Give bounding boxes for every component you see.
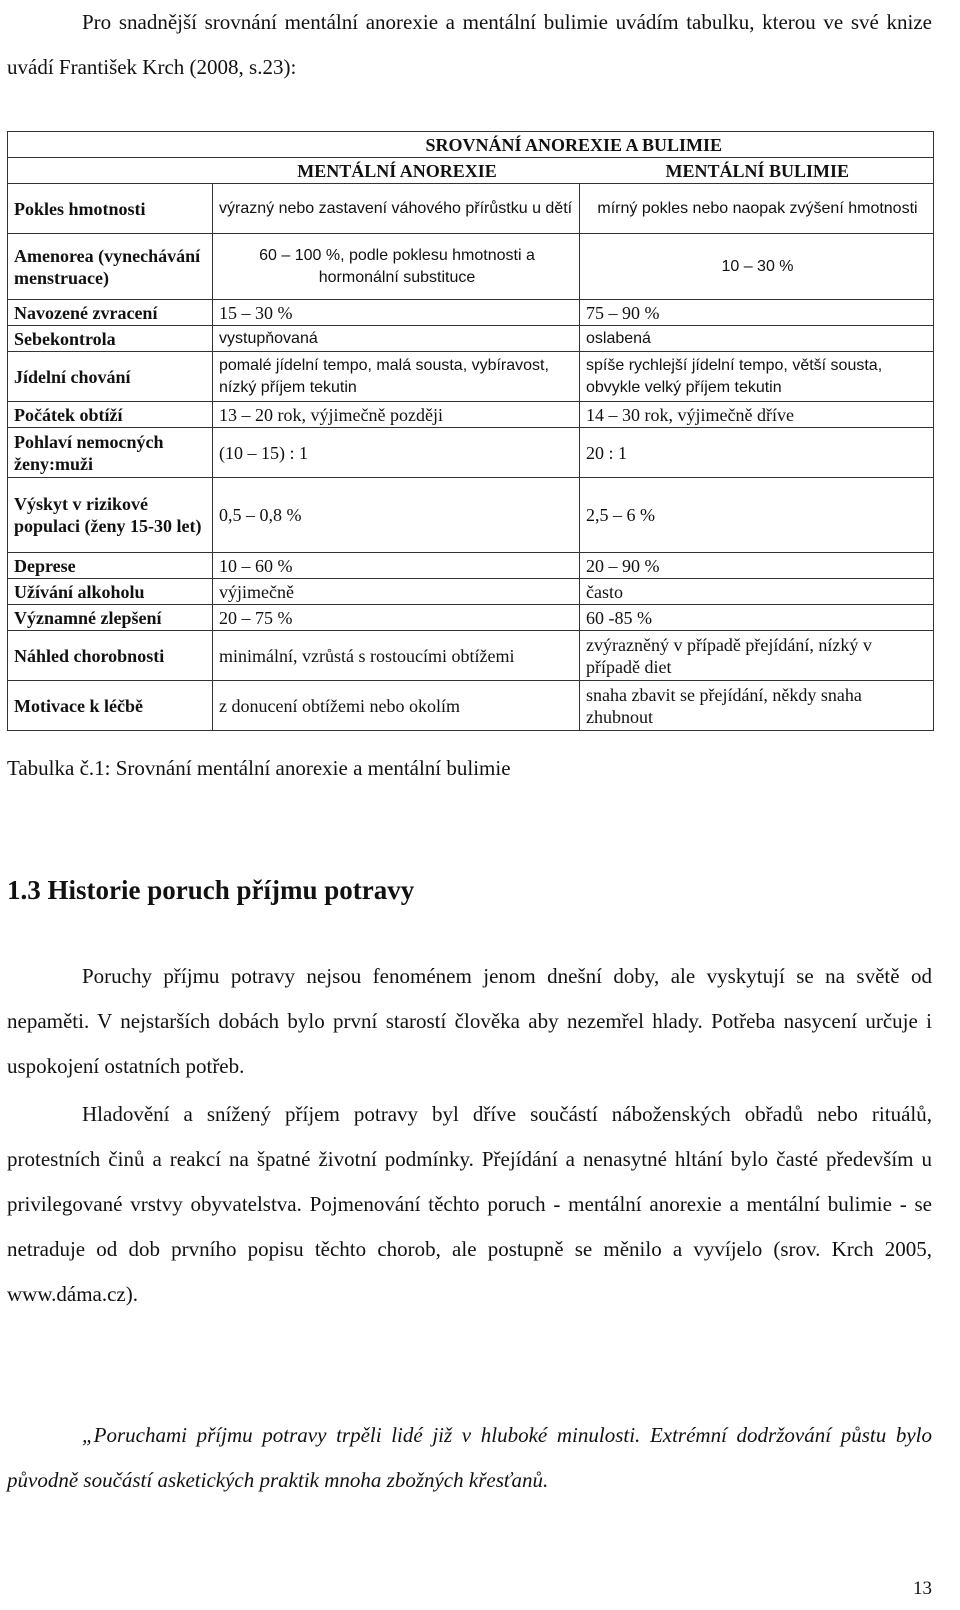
row-label: Náhled chorobnosti: [8, 631, 213, 681]
cell-bulimie: 60 -85 %: [580, 605, 934, 631]
body-paragraph-2: Hladovění a snížený příjem potravy byl dříve součástí náboženských obřadů nebo rituálů, protestních činů a reakcí na špatné životní podmínky. Přejídání a nenasytné hltání bylo časté především u privilegované vrstvy obyvatelstva. Pojmenování těchto poruch - mentální anorexie a mentální bulimie - se netraduje od dob prvního popisu těchto chorob, ale postupně se měnilo a vyvíjelo (srov. Krch 2005, www.dáma.cz).: [7, 1102, 932, 1306]
table-row: [8, 631, 934, 681]
quote-paragraph: „Poruchami příjmu potravy trpěli lidé již v hluboké minulosti. Extrémní dodržování půstu bylo původně součástí asketických praktik mnoha zbožných křesťanů.: [7, 1423, 932, 1492]
cell-bulimie: často: [580, 579, 934, 605]
table-row: [8, 326, 934, 352]
column-header-bulimie: MENTÁLNÍ BULIMIE: [580, 158, 934, 184]
table-row: [8, 402, 934, 428]
row-label: Motivace k léčbě: [8, 681, 213, 731]
cell-anorexie: pomalé jídelní tempo, malá sousta, vybíravost, nízký příjem tekutin: [213, 352, 580, 402]
row-label: Významné zlepšení: [8, 605, 213, 631]
cell-bulimie: 2,5 – 6 %: [580, 478, 934, 553]
comparison-table: [7, 131, 934, 731]
table-row: [8, 478, 934, 553]
table-caption: Tabulka č.1: Srovnání mentální anorexie a mentální bulimie: [7, 756, 511, 780]
row-label: Deprese: [8, 553, 213, 579]
row-label: Pokles hmotnosti: [8, 184, 213, 234]
cell-anorexie: 60 – 100 %, podle poklesu hmotnosti a hormonální substituce: [213, 234, 580, 300]
row-label: Užívání alkoholu: [8, 579, 213, 605]
row-label: Výskyt v rizikové populaci (ženy 15-30 let): [8, 478, 213, 553]
cell-bulimie: 75 – 90 %: [580, 300, 934, 326]
cell-anorexie: 10 – 60 %: [213, 553, 580, 579]
cell-anorexie: 13 – 20 rok, výjimečně později: [213, 402, 580, 428]
table-row: [8, 428, 934, 478]
cell-anorexie: (10 – 15) : 1: [213, 428, 580, 478]
cell-bulimie: oslabená: [580, 326, 934, 352]
cell-anorexie: výjimečně: [213, 579, 580, 605]
row-label: Počátek obtíží: [8, 402, 213, 428]
row-label: Pohlaví nemocných ženy:muži: [8, 428, 213, 478]
table-title-row: [8, 132, 934, 158]
intro-paragraph: Pro snadnější srovnání mentální anorexie a mentální bulimie uvádím tabulku, kterou ve své knize uvádí František Krch (2008, s.23):: [7, 10, 932, 79]
cell-bulimie: 14 – 30 rok, výjimečně dříve: [580, 402, 934, 428]
row-label: Sebekontrola: [8, 326, 213, 352]
table-row: [8, 681, 934, 731]
section-heading: 1.3 Historie poruch příjmu potravy: [7, 875, 415, 905]
table-row: [8, 184, 934, 234]
cell-bulimie: zvýrazněný v případě přejídání, nízký v případě diet: [580, 631, 934, 681]
row-label: Navozené zvracení: [8, 300, 213, 326]
cell-bulimie: 20 – 90 %: [580, 553, 934, 579]
cell-anorexie: z donucení obtížemi nebo okolím: [213, 681, 580, 731]
cell-anorexie: 15 – 30 %: [213, 300, 580, 326]
table-header-row: [8, 158, 934, 184]
table-row: [8, 553, 934, 579]
page-number: 13: [913, 1578, 932, 1599]
cell-anorexie: výrazný nebo zastavení váhového přírůstku u dětí: [213, 184, 580, 234]
table-row: [8, 234, 934, 300]
body-paragraph-1: Poruchy příjmu potravy nejsou fenoménem jenom dnešní doby, ale vyskytují se na světě od nepaměti. V nejstarších dobách bylo první starostí člověka aby nezemřel hlady. Potřeba nasycení určuje i uspokojení ostatních potřeb.: [7, 964, 932, 1078]
row-label: Jídelní chování: [8, 352, 213, 402]
table-row: [8, 605, 934, 631]
cell-bulimie: snaha zbavit se přejídání, někdy snaha zhubnout: [580, 681, 934, 731]
cell-bulimie: spíše rychlejší jídelní tempo, větší sousta, obvykle velký příjem tekutin: [580, 352, 934, 402]
cell-bulimie: 20 : 1: [580, 428, 934, 478]
column-header-anorexie: MENTÁLNÍ ANOREXIE: [213, 158, 580, 184]
table-row: [8, 300, 934, 326]
table-row: [8, 579, 934, 605]
table-row: [8, 352, 934, 402]
table-header-spacer: [8, 158, 213, 184]
cell-bulimie: mírný pokles nebo naopak zvýšení hmotnosti: [580, 184, 934, 234]
cell-anorexie: vystupňovaná: [213, 326, 580, 352]
table-title: SROVNÁNÍ ANOREXIE A BULIMIE: [213, 132, 934, 158]
row-label: Amenorea (vynechávání menstruace): [8, 234, 213, 300]
cell-bulimie: 10 – 30 %: [580, 234, 934, 300]
cell-anorexie: 20 – 75 %: [213, 605, 580, 631]
cell-anorexie: 0,5 – 0,8 %: [213, 478, 580, 553]
cell-anorexie: minimální, vzrůstá s rostoucími obtížemi: [213, 631, 580, 681]
table-title-spacer: [8, 132, 213, 158]
